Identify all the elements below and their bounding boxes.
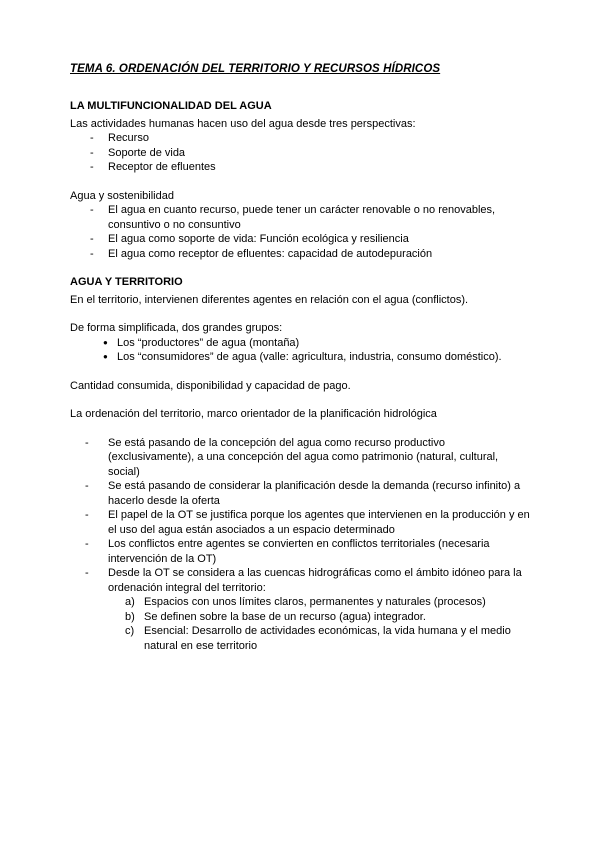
list-item xyxy=(90,146,532,161)
list-item-text: Espacios con unos límites claros, permanentes y naturales (procesos) xyxy=(144,596,486,608)
list-item xyxy=(125,624,532,653)
grupos-list xyxy=(70,336,532,365)
dash-marker: - xyxy=(90,233,94,245)
list-item-text: Los conflictos entre agentes se convierten en conflictos territoriales (necesaria intervención de la OT) xyxy=(108,538,490,565)
letter-marker: a) xyxy=(125,596,135,608)
dash-marker: - xyxy=(90,247,94,260)
paragraph-ordenacion-marco: La ordenación del territorio, marco orientador de la planificación hidrológica xyxy=(70,408,437,420)
paragraph-territorio-intro: En el territorio, intervienen diferentes agentes en relación con el agua (conflictos). xyxy=(70,293,469,306)
list-item xyxy=(90,232,532,247)
list-item xyxy=(90,247,532,262)
list-item-text: El agua como soporte de vida: Función ecológica y resiliencia xyxy=(108,233,409,245)
dash-marker: - xyxy=(90,132,94,144)
list-item xyxy=(85,436,532,480)
dash-marker: - xyxy=(90,146,94,159)
list-item xyxy=(90,160,532,175)
list-item xyxy=(85,537,532,566)
paragraph-agua-sostenibilidad: Agua y sostenibilidad xyxy=(70,189,174,202)
dash-marker: - xyxy=(85,538,89,550)
list-item xyxy=(103,336,532,351)
list-item-text: Se está pasando de considerar la planificación desde la demanda (recurso infinito) a hacerlo desde la oferta xyxy=(108,480,521,507)
list-item-text: El agua en cuanto recurso, puede tener un carácter renovable o no renovables, consuntivo o no consuntivo xyxy=(108,204,496,231)
list-item-text: Recurso xyxy=(108,132,149,144)
list-item-text: Los “productores” de agua (montaña) xyxy=(117,336,300,349)
list-item-text: El agua como receptor de efluentes: capacidad de autodepuración xyxy=(108,247,433,260)
dash-marker: - xyxy=(85,567,89,579)
list-item xyxy=(125,610,532,625)
dash-marker: - xyxy=(90,161,94,173)
section-heading-agua-territorio: AGUA Y TERRITORIO xyxy=(70,276,183,288)
paragraph-grupos-intro: De forma simplificada, dos grandes grupos: xyxy=(70,322,283,334)
document-title: TEMA 6. ORDENACIÓN DEL TERRITORIO Y RECURSOS HÍDRICOS xyxy=(70,63,441,75)
list-item xyxy=(85,566,532,595)
paragraph-cantidad-consumida: Cantidad consumida, disponibilidad y capacidad de pago. xyxy=(70,379,351,392)
puntos-list xyxy=(70,436,532,596)
list-item-text: Receptor de efluentes xyxy=(108,161,216,173)
paragraph-perspectivas-intro: Las actividades humanas hacen uso del agua desde tres perspectivas: xyxy=(70,117,416,130)
letter-marker: c) xyxy=(125,625,135,637)
list-item xyxy=(85,508,532,537)
list-item-text: Se está pasando de la concepción del agua como recurso productivo (exclusivamente), a una concepción del agua como patrimonio (natural, cultural, social) xyxy=(108,436,499,478)
perspectivas-list xyxy=(70,131,532,175)
dash-marker: - xyxy=(90,204,94,216)
dash-marker: - xyxy=(85,480,89,492)
list-item-text: Esencial: Desarrollo de actividades económicas, la vida humana y el medio natural en ese territorio xyxy=(144,625,511,652)
list-item xyxy=(90,203,532,232)
list-item-text: Desde la OT se considera a las cuencas hidrográficas como el ámbito idóneo para la ordenación integral del territorio: xyxy=(108,567,522,594)
list-item-text: Soporte de vida xyxy=(108,146,186,159)
list-item xyxy=(90,131,532,146)
section-heading-multifuncionalidad: LA MULTIFUNCIONALIDAD DEL AGUA xyxy=(70,100,272,112)
list-item-text: Los “consumidores” de agua (valle: agricultura, industria, consumo doméstico). xyxy=(117,351,502,363)
list-item xyxy=(125,595,532,610)
dash-marker: - xyxy=(85,509,89,521)
list-item xyxy=(103,350,532,365)
sostenibilidad-list xyxy=(70,203,532,261)
bullet-marker: ● xyxy=(103,352,108,361)
bullet-marker: ● xyxy=(103,337,108,347)
cuencas-sublist xyxy=(70,595,532,653)
letter-marker: b) xyxy=(125,610,135,623)
dash-marker: - xyxy=(85,436,89,449)
list-item-text: El papel de la OT se justifica porque los agentes que intervienen en la producción y en el uso del agua están asociados a un espacio determinado xyxy=(108,509,530,536)
list-item-text: Se definen sobre la base de un recurso (agua) integrador. xyxy=(144,610,426,623)
list-item xyxy=(85,479,532,508)
